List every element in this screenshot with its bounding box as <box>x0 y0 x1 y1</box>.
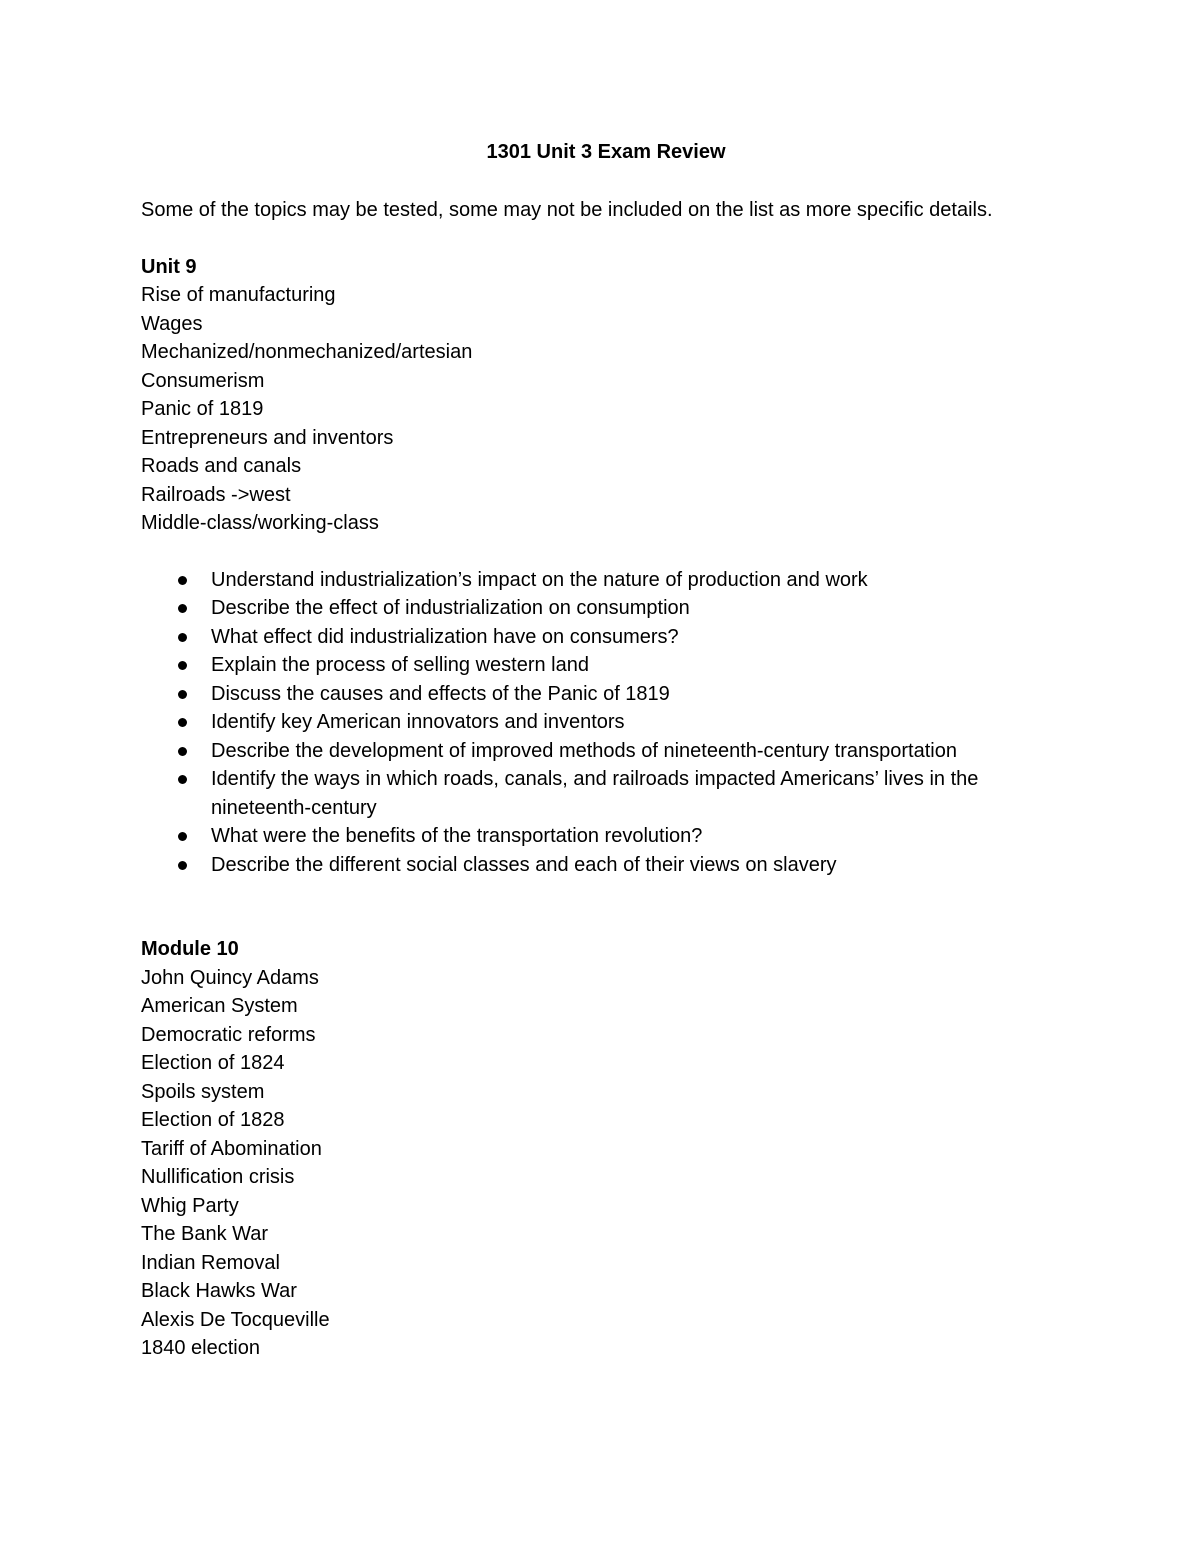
objective-text: Understand industrialization’s impact on the nature of production and work <box>211 568 868 591</box>
module10-term-list <box>141 964 1061 1363</box>
module10-heading: Module 10 <box>141 938 239 960</box>
objective-text: What effect did industrialization have on consumers? <box>211 625 679 648</box>
bullet-icon <box>178 747 187 756</box>
term-item: Middle-class/working-class <box>141 512 379 534</box>
term-item: Whig Party <box>141 1194 239 1217</box>
objective-text: Identify key American innovators and inventors <box>211 711 625 733</box>
bullet-icon <box>178 690 187 699</box>
term-item: John Quincy Adams <box>141 966 319 989</box>
bullet-icon <box>178 633 187 642</box>
objective-item <box>141 822 1041 851</box>
objective-text: Describe the development of improved methods of nineteenth-century transportation <box>211 739 957 762</box>
term-item: Election of 1824 <box>141 1052 285 1074</box>
objective-item <box>141 765 1041 822</box>
term-item: Roads and canals <box>141 455 302 477</box>
term-item: The Bank War <box>141 1223 269 1245</box>
bullet-icon <box>178 576 187 585</box>
document-page <box>141 138 1061 1363</box>
bullet-icon <box>178 604 187 613</box>
term-item: American System <box>141 995 298 1017</box>
term-item: Indian Removal <box>141 1251 280 1274</box>
term-item: Wages <box>141 312 203 335</box>
objective-item <box>141 737 1041 766</box>
objective-item <box>141 851 1041 880</box>
term-item: Consumerism <box>141 369 265 392</box>
term-item: Rise of manufacturing <box>141 284 336 306</box>
objective-text: Describe the different social classes and each of their views on slavery <box>211 853 837 876</box>
term-item: 1840 election <box>141 1337 260 1359</box>
term-item: Black Hawks War <box>141 1280 297 1302</box>
bullet-icon <box>178 718 187 727</box>
unit9-heading: Unit 9 <box>141 255 197 278</box>
objective-text: Describe the effect of industrialization on consumption <box>211 597 690 619</box>
bullet-icon <box>178 832 187 841</box>
term-item: Panic of 1819 <box>141 398 264 420</box>
unit9-objective-list <box>141 566 1061 880</box>
unit9-term-list <box>141 281 1061 538</box>
bullet-icon <box>178 775 187 784</box>
term-item: Mechanized/nonmechanized/artesian <box>141 341 473 363</box>
term-item: Entrepreneurs and inventors <box>141 426 394 449</box>
term-item: Railroads ->west <box>141 483 291 506</box>
objective-text: Explain the process of selling western land <box>211 654 589 676</box>
term-item: Democratic reforms <box>141 1023 316 1046</box>
objective-item <box>141 680 1041 709</box>
term-item: Nullification crisis <box>141 1166 295 1188</box>
term-item: Alexis De Tocqueville <box>141 1308 330 1331</box>
objective-item <box>141 708 1041 737</box>
objective-text: What were the benefits of the transportation revolution? <box>211 825 703 847</box>
bullet-icon <box>178 661 187 670</box>
intro-paragraph: Some of the topics may be tested, some may not be included on the list as more specific details. <box>141 199 993 221</box>
term-item: Spoils system <box>141 1080 265 1103</box>
objective-item <box>141 623 1041 652</box>
term-item: Election of 1828 <box>141 1109 285 1131</box>
objective-text: Discuss the causes and effects of the Panic of 1819 <box>211 682 670 705</box>
term-item: Tariff of Abomination <box>141 1137 322 1160</box>
objective-item <box>141 566 1041 595</box>
objective-item <box>141 651 1041 680</box>
bullet-icon <box>178 861 187 870</box>
objective-item <box>141 594 1041 623</box>
objective-text: Identify the ways in which roads, canals, and railroads impacted Americans’ lives in the nineteenth-century <box>211 768 979 819</box>
document-title: 1301 Unit 3 Exam Review <box>486 141 726 163</box>
